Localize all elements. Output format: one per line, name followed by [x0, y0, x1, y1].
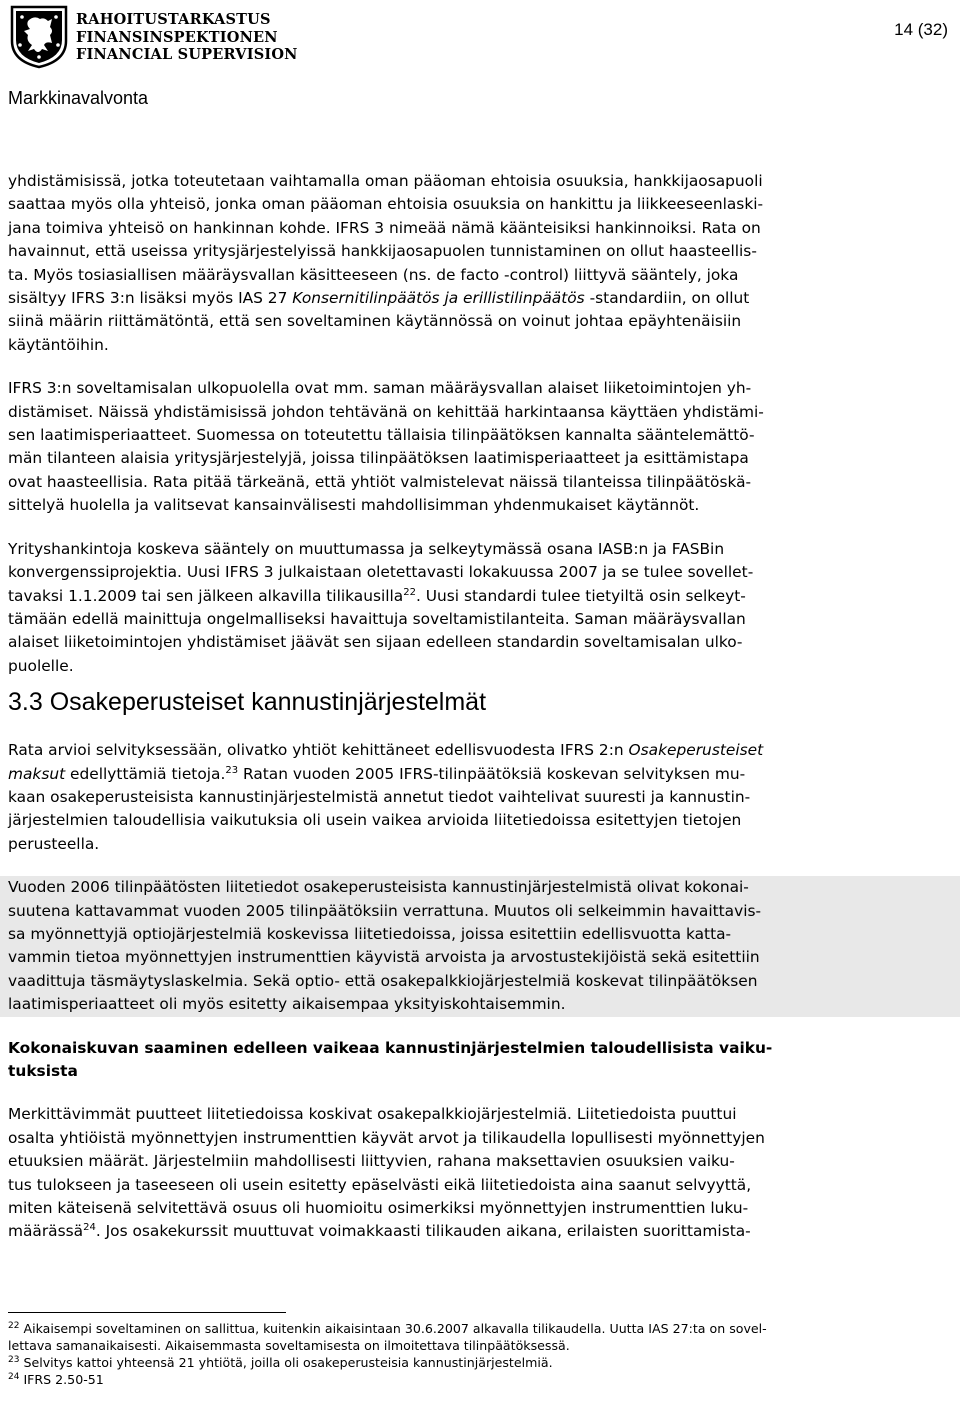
text-line: distämiset. Näissä yhdistämisissä johdon tehtävänä on kehittää harkintaansa käyttäen yhdistämi-	[8, 402, 764, 421]
text-line: käytäntöihin.	[8, 335, 109, 354]
page-number: 14 (32)	[894, 20, 948, 39]
text-line: suutena kattavammat vuoden 2005 tilinpäätöksiin verrattuna. Muutos oli selkeimmin havaittavis-	[8, 901, 762, 920]
text-line: havainnut, että useissa yritysjärjestelyissä hankkijaosapuolen tunnistaminen on ollut haasteellis-	[8, 242, 757, 261]
text-line: yhdistämisissä, jotka toteutetaan vaihtamalla oman pääoman ehtoisia osuuksia, hankkijaosapuoli	[8, 172, 763, 190]
text-line: ovat haasteellisia. Rata pitää tärkeänä, että yhtiöt valmistelevat näissä tilanteissa tilinpäätöskä-	[8, 472, 752, 491]
text-run: -standardiin, on ollut	[584, 289, 750, 308]
text-line: laatimisperiaatteet oli myös esitetty aikaisempaa yksityiskohtaisemmin.	[8, 995, 566, 1014]
text-run: Rata arvioi selvityksessään, olivatko yhtiöt kehittäneet edellisvuodesta IFRS 2:n	[8, 741, 629, 760]
text-line: Kokonaiskuvan saaminen edelleen vaikeaa kannustinjärjestelmien taloudellisista vaiku-	[8, 1038, 773, 1057]
standard-title: maksut	[8, 764, 66, 783]
text-run: määrässä	[8, 1222, 84, 1241]
paragraph-6	[8, 1103, 952, 1243]
logo	[8, 5, 298, 71]
text-line: Merkittävimmät puutteet liitetiedoissa koskivat osakepalkkiojärjestelmiä. Liitetiedoista puuttui	[8, 1105, 737, 1124]
footnote-text: Selvitys kattoi yhteensä 21 yhtiötä, joilla oli osakeperusteisia kannustinjärjestelmiä.	[19, 1355, 553, 1370]
paragraph-4	[8, 739, 952, 856]
lion-seal-icon	[8, 5, 70, 69]
text-line	[8, 739, 952, 762]
footnote-number: 22	[8, 1321, 20, 1331]
standard-title: Osakeperusteiset	[628, 741, 764, 760]
text-run: sisältyy IFRS 3:n lisäksi myös IAS 27	[8, 289, 293, 308]
text-line	[8, 1220, 952, 1243]
text-run: . Uusi standardi tulee tietyiltä osin selkeyt-	[415, 586, 746, 605]
text-run: tavaksi 1.1.2009 tai sen jälkeen alkavilla tilikausilla	[8, 586, 404, 605]
subsection-heading	[8, 1037, 952, 1084]
text-run: edellyttämiä tietoja.	[65, 764, 226, 783]
text-line: saattaa myös olla yhteisö, jonka oman pääoman ehtoisia osuuksia on hankittu ja liikkeeseenlaski-	[8, 195, 764, 214]
text-line: sittelyä huolella ja valitsevat kansainvälisesti mahdollisimman yhdenmukaiset käytännöt.	[8, 496, 700, 515]
text-line: Vuoden 2006 tilinpäätösten liitetiedot osakeperusteisista kannustinjärjestelmistä olivat kokonai-	[8, 878, 749, 897]
highlighted-paragraph	[0, 876, 960, 1016]
text-line: tus tulokseen ja taseeseen oli usein esitetty epäselvästi eikä liitetiedoista aina saanut selvyyttä,	[8, 1175, 752, 1194]
footnote-22-cont: lettava samanaikaisesti. Aikaisemmasta soveltamisesta on ilmoitettava tilinpäätöksessä.	[8, 1338, 570, 1353]
text-line: konvergenssiprojektia. Uusi IFRS 3 julkaistaan oletettavasti lokakuussa 2007 ja se tulee sovellet-	[8, 563, 754, 582]
department-label: Markkinavalvonta	[8, 88, 149, 108]
text-line: ta. Myös tosiasiallisen määräysvallan käsitteeseen (ns. de facto -control) liittyvä sääntely, joka	[8, 265, 739, 284]
standard-title: Konsernitilinpäätös ja erillistilinpäätös	[292, 289, 585, 308]
paragraph-3	[8, 538, 952, 678]
footnote-text: IFRS 2.50-51	[19, 1372, 104, 1387]
footnote-text: Aikaisempi soveltaminen on sallittua, kuitenkin aikaisintaan 30.6.2007 alkavalla tilikaudella. Uutta IAS 27:ta on sovel-	[19, 1321, 767, 1336]
text-line: män tilanteen alaisia yritysjärjestelyjä, joissa tilinpäätöksen laatimisperiaatteet ja esittämistapa	[8, 449, 749, 468]
text-line: puolelle.	[8, 656, 74, 675]
text-line: tuksista	[8, 1062, 78, 1080]
text-line	[8, 763, 952, 786]
text-line: kaan osakeperusteisista kannustinjärjestelmistä annetut tiedot vaihtelivat suuresti ja kannustin-	[8, 787, 751, 806]
text-line: alaiset liiketoimintojen yhdistämiset jäävät sen sijaan edelleen standardin soveltamisalan ulko-	[8, 633, 743, 652]
text-run: . Jos osakekurssit muuttuvat voimakkaasti tilikauden aikana, erilaisten suorittamista-	[95, 1222, 751, 1241]
text-run: Ratan vuoden 2005 IFRS-tilinpäätöksiä koskevan selvityksen mu-	[238, 764, 746, 783]
footnote-ref[interactable]: 22	[403, 586, 416, 598]
logo-wordmark	[76, 11, 298, 64]
logo-line: RAHOITUSTARKASTUS	[76, 11, 271, 28]
footnote-divider	[8, 1312, 286, 1313]
footnotes	[8, 1320, 952, 1388]
text-line: miten käteisenä selvitettävä osuus oli huomioitu osimerkiksi myönnettyjen instrumenttien luku-	[8, 1199, 749, 1218]
footnote-22	[8, 1320, 952, 1337]
text-line	[8, 585, 952, 608]
page-header	[0, 0, 960, 120]
footnote-24	[8, 1371, 952, 1388]
text-line: sen laatimisperiaatteet. Suomessa on toteutettu tällaisia tilinpäätöksen kannalta sääntelemättö-	[8, 426, 755, 445]
section-heading: 3.3 Osakeperusteiset kannustinjärjestelmät	[8, 688, 487, 717]
text-line: Yrityshankintoja koskeva sääntely on muuttumassa ja selkeytymässä osana IASB:n ja FASBin	[8, 539, 725, 558]
text-line: perusteella.	[8, 834, 100, 853]
footnote-ref[interactable]: 23	[225, 764, 239, 776]
footnote-23	[8, 1354, 952, 1371]
text-line: etuuksien määrät. Järjestelmiin mahdollisesti liittyvien, rahana maksettavien osuuksien vaiku-	[8, 1152, 735, 1171]
text-line: tämään edellä mainittuja ongelmalliseksi havaittuja soveltamistilanteita. Saman määräysvallan	[8, 609, 746, 628]
text-line: järjestelmien taloudellisia vaikutuksia oli usein vaikea arvioida liitetiedoissa esitettyjen tietojen	[8, 811, 742, 830]
text-line: sa myönnettyjä optiojärjestelmiä koskevissa liitetiedoissa, joissa esitettiin edellisvuotta katta-	[8, 924, 732, 943]
text-line: osalta yhtiöistä myönnettyjen instrumenttien käyvät arvot ja tilikaudella lopullisesti myönnettyjen	[8, 1128, 765, 1147]
paragraph-2	[8, 377, 952, 517]
logo-line: FINANCIAL SUPERVISION	[76, 46, 298, 63]
text-line: vaadittuja täsmäytyslaskelmia. Sekä optio- että osakepalkkiojärjestelmiä koskevat tilinpäätöksen	[8, 971, 758, 990]
text-line	[8, 287, 952, 310]
text-line: vammin tietoa myönnettyjen instrumenttien käyvistä arvoista ja arvostustekijöistä sekä esitettiin	[8, 948, 760, 967]
text-line: IFRS 3:n soveltamisalan ulkopuolella ovat mm. saman määräysvallan alaiset liiketoimintojen yh-	[8, 379, 752, 398]
footnote-ref[interactable]: 24	[83, 1222, 96, 1234]
footnote-number: 23	[8, 1355, 20, 1365]
text-line: jana toimiva yhteisö on hankinnan kohde. IFRS 3 nimeää nämä käänteisiksi hankinnoiksi. Rata on	[8, 218, 761, 237]
logo-line: FINANSINSPEKTIONEN	[76, 28, 278, 46]
paragraph-1	[8, 170, 952, 357]
text-line: siinä määrin riittämätöntä, että sen soveltaminen käytännössä on voinut johtaa epäyhtenäisiin	[8, 312, 742, 331]
footnote-number: 24	[8, 1372, 20, 1382]
document-body	[8, 170, 952, 1244]
